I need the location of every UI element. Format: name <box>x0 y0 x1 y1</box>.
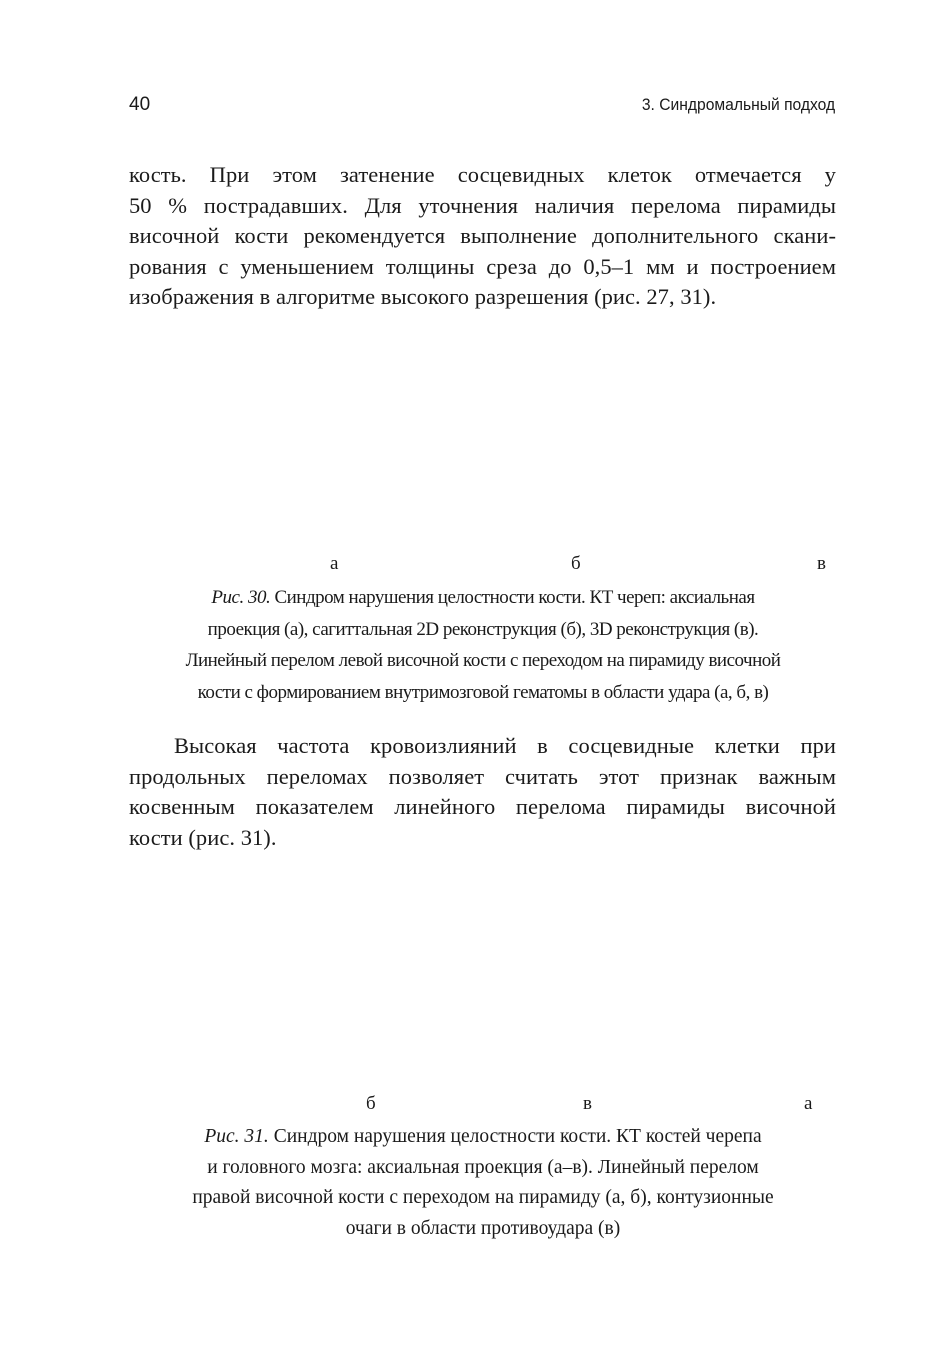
paragraph-line: рования с уменьшением толщины среза до 0,5–1 мм и построением <box>129 253 836 279</box>
panel-label-a: а <box>330 553 339 574</box>
paragraph-line: изображения в алгоритме высокого разрешения (рис. 27, 31). <box>129 284 717 309</box>
body-paragraph-2 <box>129 731 836 853</box>
caption-line: Линейный перелом левой височной кости с переходом на пирамиду височной <box>185 650 781 671</box>
caption-line: и головного мозга: аксиальная проекция (а–в). Линейный перелом <box>207 1156 759 1178</box>
paragraph-line: продольных переломах позволяет считать этот признак важным <box>129 763 836 789</box>
caption-line: кости с формированием внутримозговой гематомы в области удара (а, б, в) <box>197 681 769 703</box>
panel-label-v: в <box>817 553 826 574</box>
caption-line <box>100 582 866 614</box>
caption-text: Синдром нарушения целостности кости. КТ костей черепа <box>268 1126 762 1147</box>
panel-label-a: а <box>804 1093 813 1114</box>
panel-label-b: б <box>366 1093 376 1114</box>
running-chapter-title: 3. Синдромальный подход <box>641 95 835 114</box>
figure-31-panel-labels <box>0 1093 951 1117</box>
paragraph-line: косвенным показателем линейного перелома пирамиды височной <box>129 794 836 819</box>
paragraph-line: Высокая частота кровоизлияний в сосцевидные клетки при <box>174 733 836 758</box>
figure-30-caption <box>100 582 866 708</box>
caption-line: очаги в области противоудара (в) <box>345 1217 621 1239</box>
figure-30-image-area <box>129 330 836 540</box>
caption-line: правой височной кости с переходом на пирамиду (а, б), контузионные <box>192 1187 774 1208</box>
caption-line <box>100 1122 866 1153</box>
panel-label-b: б <box>571 553 581 574</box>
figure-31-caption <box>100 1122 866 1244</box>
page-number: 40 <box>129 94 151 115</box>
paragraph-line: кости (рис. 31). <box>129 824 277 850</box>
caption-label: Рис. 30. <box>211 587 271 608</box>
figure-30-panel-labels <box>0 553 951 577</box>
figure-31-image-area <box>129 870 836 1088</box>
caption-line: проекция (а), сагиттальная 2D реконструкция (б), 3D реконструкция (в). <box>207 618 759 640</box>
panel-label-v: в <box>583 1093 592 1114</box>
paragraph-line: 50 % пострадавших. Для уточнения наличия перелома пирамиды <box>129 192 836 218</box>
paragraph-line: височной кости рекомендуется выполнение дополнительного скани- <box>129 223 836 248</box>
paragraph-line: кость. При этом затенение сосцевидных клеток отмечается у <box>129 162 836 187</box>
caption-label: Рис. 31. <box>204 1126 269 1147</box>
body-paragraph-1 <box>129 160 836 313</box>
caption-text: Синдром нарушения целостности кости. КТ череп: аксиальная <box>270 587 755 608</box>
